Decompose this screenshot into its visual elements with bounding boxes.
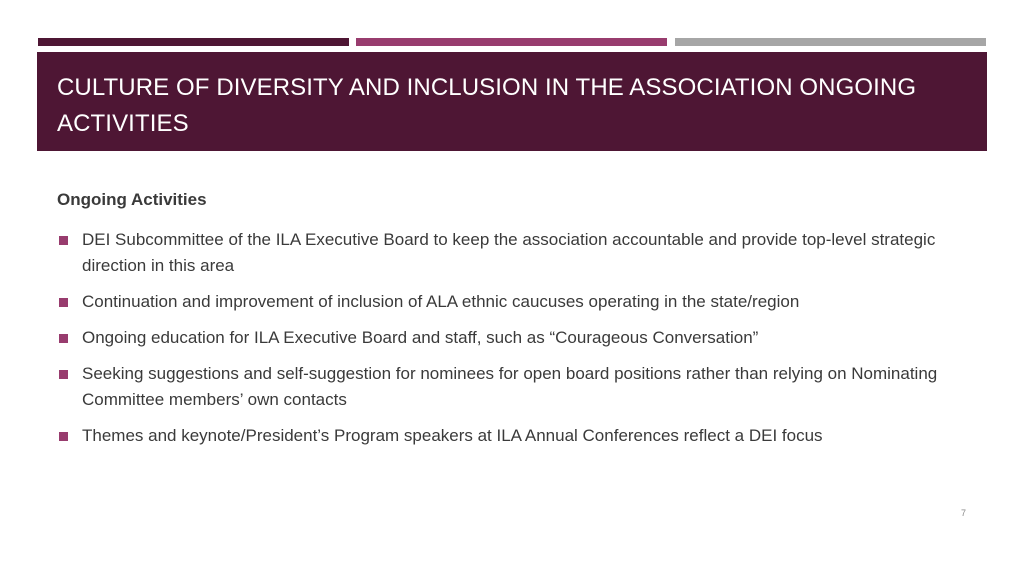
- title-band: [37, 52, 987, 151]
- list-item: [57, 325, 977, 351]
- bullet-list: [57, 227, 977, 449]
- list-item: [57, 361, 977, 413]
- slide-title: CULTURE OF DIVERSITY AND INCLUSION IN THE ASSOCIATION ONGOING ACTIVITIES: [57, 74, 917, 137]
- slide-content: [57, 187, 977, 459]
- bullet-text: Themes and keynote/President’s Program speakers at ILA Annual Conferences reflect a DEI focus: [82, 426, 823, 445]
- square-bullet-icon: [59, 432, 68, 441]
- bullet-text: Seeking suggestions and self-suggestion for nominees for open board positions rather than relying on Nominating Committee members’ own contacts: [82, 364, 938, 409]
- bullet-text: DEI Subcommittee of the ILA Executive Board to keep the association accountable and provide top-level strategic direction in this area: [82, 230, 936, 275]
- section-heading: Ongoing Activities: [57, 190, 207, 209]
- square-bullet-icon: [59, 334, 68, 343]
- bullet-text: Continuation and improvement of inclusion of ALA ethnic caucuses operating in the state/region: [82, 292, 800, 311]
- square-bullet-icon: [59, 370, 68, 379]
- accent-bar-dark: [38, 38, 349, 46]
- accent-bar-gray: [675, 38, 986, 46]
- bullet-text: Ongoing education for ILA Executive Board and staff, such as “Courageous Conversation”: [82, 328, 759, 347]
- square-bullet-icon: [59, 236, 68, 245]
- square-bullet-icon: [59, 298, 68, 307]
- page-number: 7: [960, 508, 966, 518]
- list-item: [57, 423, 977, 449]
- list-item: [57, 227, 977, 279]
- accent-bar-magenta: [356, 38, 667, 46]
- list-item: [57, 289, 977, 315]
